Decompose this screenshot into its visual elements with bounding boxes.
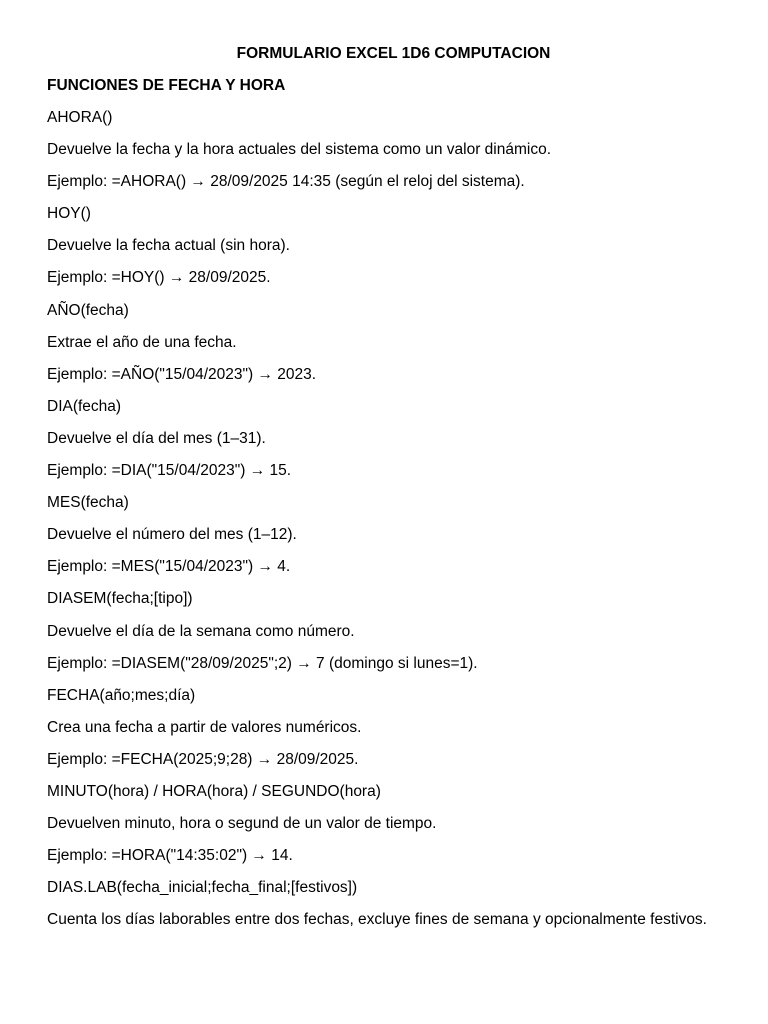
function-example-ahora: Ejemplo: =AHORA() → 28/09/2025 14:35 (según el reloj del sistema). xyxy=(47,173,525,191)
function-name-minuto-hora-segundo: MINUTO(hora) / HORA(hora) / SEGUNDO(hora) xyxy=(47,782,381,800)
function-name-dia: DIA(fecha) xyxy=(47,397,122,415)
function-example-mes: Ejemplo: =MES("15/04/2023") → 4. xyxy=(47,558,291,576)
function-name-mes: MES(fecha) xyxy=(47,494,129,512)
function-example-dia: Ejemplo: =DIA("15/04/2023") → 15. xyxy=(47,462,292,480)
function-description-ano: Extrae el año de una fecha. xyxy=(47,333,237,351)
function-description-dia: Devuelve el día del mes (1–31). xyxy=(47,429,266,447)
function-description-mes: Devuelve el número del mes (1–12). xyxy=(47,526,297,544)
function-description-minuto-hora-segundo: Devuelven minuto, hora o segund de un valor de tiempo. xyxy=(47,815,437,833)
function-example-diasem: Ejemplo: =DIASEM("28/09/2025";2) → 7 (domingo si lunes=1). xyxy=(47,654,478,672)
function-example-ano: Ejemplo: =AÑO("15/04/2023") → 2023. xyxy=(47,365,317,383)
function-description-fecha: Crea una fecha a partir de valores numéricos. xyxy=(47,718,362,736)
function-name-ahora: AHORA() xyxy=(47,109,113,126)
document-title: FORMULARIO EXCEL 1D6 COMPUTACION xyxy=(236,45,551,62)
function-name-ano: AÑO(fecha) xyxy=(47,301,129,319)
function-description-hoy: Devuelve la fecha actual (sin hora). xyxy=(47,237,290,255)
function-example-minuto-hora-segundo: Ejemplo: =HORA("14:35:02") → 14. xyxy=(47,847,293,865)
function-description-ahora: Devuelve la fecha y la hora actuales del sistema como un valor dinámico. xyxy=(47,141,552,159)
function-name-fecha: FECHA(año;mes;día) xyxy=(47,686,196,704)
function-name-diasem: DIASEM(fecha;[tipo]) xyxy=(47,590,193,608)
function-name-hoy: HOY() xyxy=(47,205,91,223)
function-description-dias-lab: Cuenta los días laborables entre dos fechas, excluye fines de semana y opcionalmente festivos. xyxy=(47,911,707,929)
function-example-hoy: Ejemplo: =HOY() → 28/09/2025. xyxy=(47,269,271,287)
function-description-diasem: Devuelve el día de la semana como número. xyxy=(47,622,355,640)
function-example-fecha: Ejemplo: =FECHA(2025;9;28) → 28/09/2025. xyxy=(47,750,359,768)
section-heading: FUNCIONES DE FECHA Y HORA xyxy=(47,77,286,94)
function-name-dias-lab: DIAS.LAB(fecha_inicial;fecha_final;[festivos]) xyxy=(47,879,358,897)
